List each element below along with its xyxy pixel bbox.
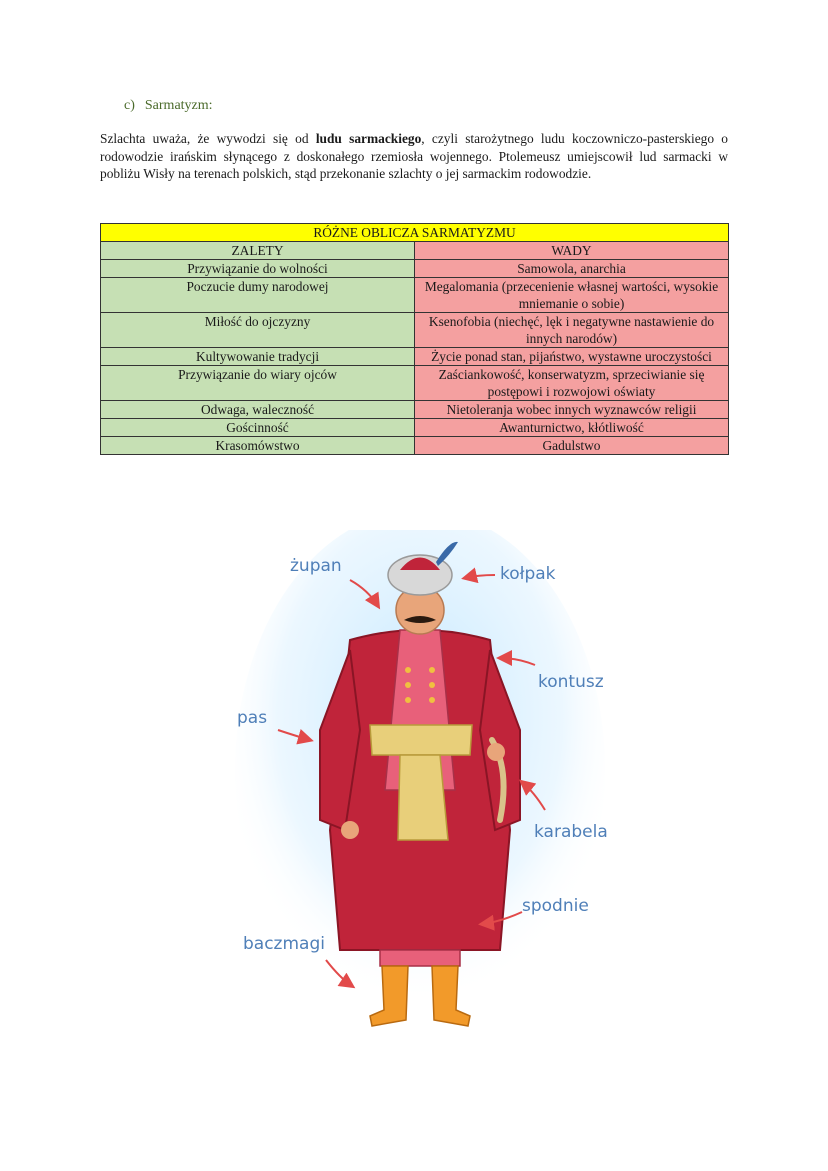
table-row xyxy=(101,278,729,313)
zaleta-cell: Kultywowanie tradycji xyxy=(101,348,415,366)
spodnie-shape xyxy=(380,950,460,966)
zaleta-cell: Gościnność xyxy=(101,419,415,437)
wada-cell: Gadulstwo xyxy=(415,437,729,455)
wada-cell: Życie ponad stan, pijaństwo, wystawne uroczystości xyxy=(415,348,729,366)
table-row xyxy=(101,419,729,437)
zaleta-cell: Odwaga, waleczność xyxy=(101,401,415,419)
zaleta-cell: Przywiązanie do wolności xyxy=(101,260,415,278)
paragraph-bold: ludu sarmackiego xyxy=(315,131,422,146)
paragraph-text-1: Szlachta uważa, że wywodzi się od xyxy=(100,131,316,146)
intro-paragraph xyxy=(100,130,728,183)
section-heading xyxy=(124,98,213,114)
label-kolpak: kołpak xyxy=(500,564,556,584)
table-row xyxy=(101,348,729,366)
wada-cell: Zaściankowość, konserwatyzm, sprzeciwianie się postępowi i rozwojowi oświaty xyxy=(415,366,729,401)
sarmatian-nobleman-illustration xyxy=(200,530,640,1040)
label-kontusz: kontusz xyxy=(538,672,604,692)
table-row xyxy=(101,366,729,401)
zaleta-cell: Krasomówstwo xyxy=(101,437,415,455)
table-row xyxy=(101,401,729,419)
table-row xyxy=(101,313,729,348)
table-header-row xyxy=(101,242,729,260)
table-row xyxy=(101,437,729,455)
wada-cell: Samowola, anarchia xyxy=(415,260,729,278)
wada-cell: Megalomania (przecenienie własnej wartości, wysokie mniemanie o sobie) xyxy=(415,278,729,313)
table-row xyxy=(101,260,729,278)
label-pas: pas xyxy=(237,708,268,728)
column-header-wady: WADY xyxy=(415,242,729,260)
zaleta-cell: Miłość do ojczyzny xyxy=(101,313,415,348)
zaleta-cell: Przywiązanie do wiary ojców xyxy=(101,366,415,401)
wada-cell: Nietoleranja wobec innych wyznawców religii xyxy=(415,401,729,419)
sarmatism-table xyxy=(100,223,729,455)
table-title-row xyxy=(101,224,729,242)
label-zupan: żupan xyxy=(290,556,342,576)
column-header-zalety: ZALETY xyxy=(101,242,415,260)
section-title: Sarmatyzm: xyxy=(144,98,213,113)
label-spodnie: spodnie xyxy=(522,896,589,916)
table-title: RÓŻNE OBLICZA SARMATYZMU xyxy=(101,224,729,242)
label-karabela: karabela xyxy=(534,822,608,842)
section-marker: c) xyxy=(124,98,135,113)
label-baczmagi: baczmagi xyxy=(243,934,325,954)
paragraph-text-2: , czyli starożytnego ludu koczowniczo-pasterskiego o rodowodzie irańskim słynącego z doskonałego rzemiosła wojennego. Ptolemeusz umiejscowił lud sarmacki w pobliżu Wisły na terenach polskich, stąd przekonanie szlachty o jej sarmackim rodowodzie. xyxy=(100,131,729,181)
pas-tail-shape xyxy=(398,755,448,840)
right-hand-shape xyxy=(487,743,505,761)
zaleta-cell: Poczucie dumy narodowej xyxy=(101,278,415,313)
left-hand-shape xyxy=(341,821,359,839)
wada-cell: Awanturnictwo, kłótliwość xyxy=(415,419,729,437)
wada-cell: Ksenofobia (niechęć, lęk i negatywne nastawienie do innych narodów) xyxy=(415,313,729,348)
pas-shape xyxy=(370,725,472,755)
